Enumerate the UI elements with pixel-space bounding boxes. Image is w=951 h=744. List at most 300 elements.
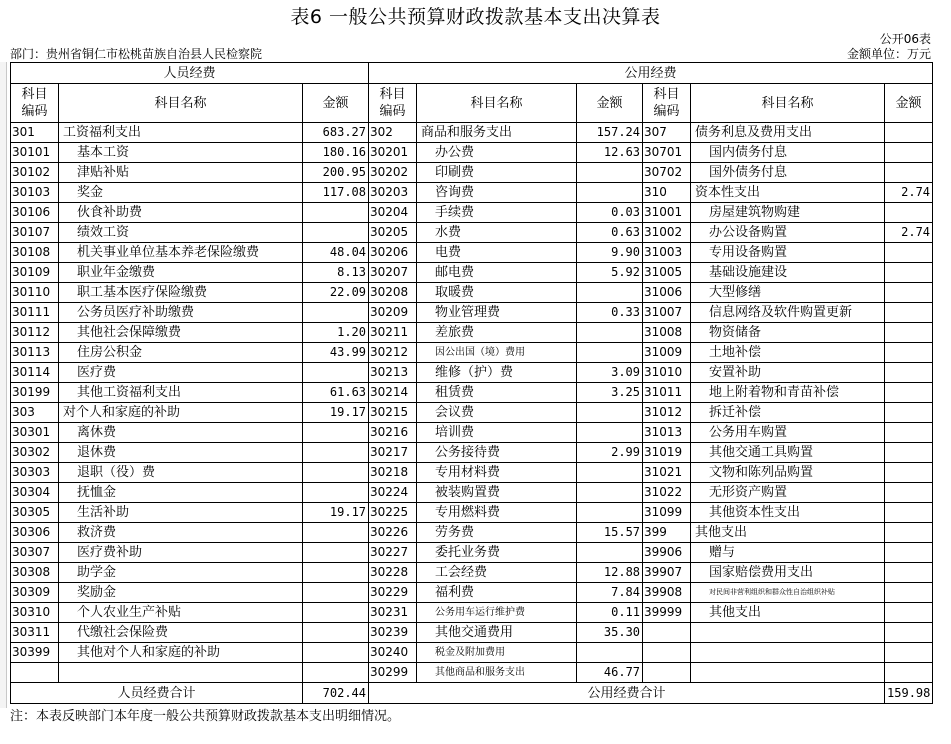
subject-name-cell: 福利费 bbox=[417, 583, 577, 603]
amount-cell bbox=[303, 223, 369, 243]
subject-name-cell: 住房公积金 bbox=[59, 343, 303, 363]
amount-cell bbox=[303, 623, 369, 643]
subject-code-cell: 30306 bbox=[11, 523, 59, 543]
subject-code-cell: 30304 bbox=[11, 483, 59, 503]
subject-code-cell: 30109 bbox=[11, 263, 59, 283]
amount-cell bbox=[885, 523, 933, 543]
table-row bbox=[11, 483, 933, 503]
subject-name-cell: 职业年金缴费 bbox=[59, 263, 303, 283]
col-header-code-text: 科目 编码 bbox=[653, 87, 680, 119]
amount-cell bbox=[885, 483, 933, 503]
subject-name-cell: 专用燃料费 bbox=[417, 503, 577, 523]
column-header-row bbox=[11, 84, 933, 123]
subject-name-cell: 代缴社会保险费 bbox=[59, 623, 303, 643]
amount-cell bbox=[885, 143, 933, 163]
table-row bbox=[11, 623, 933, 643]
amount-cell bbox=[885, 443, 933, 463]
amount-cell bbox=[885, 383, 933, 403]
col-header-code-text: 科目 编码 bbox=[379, 87, 406, 119]
subject-code-cell: 30310 bbox=[11, 603, 59, 623]
table-row bbox=[11, 263, 933, 283]
subject-code-cell: 30106 bbox=[11, 203, 59, 223]
subject-code-cell: 30224 bbox=[369, 483, 417, 503]
subject-name-cell: 公务用车运行维护费 bbox=[417, 603, 577, 623]
amount-cell: 117.08 bbox=[303, 183, 369, 203]
subject-name-cell: 税金及附加费用 bbox=[417, 643, 577, 663]
subject-code-cell: 30102 bbox=[11, 163, 59, 183]
amount-cell: 200.95 bbox=[303, 163, 369, 183]
amount-cell bbox=[303, 663, 369, 683]
subject-name-cell: 奖金 bbox=[59, 183, 303, 203]
subject-code-cell: 31010 bbox=[643, 363, 691, 383]
subject-code-cell: 30309 bbox=[11, 583, 59, 603]
subject-code-cell: 30301 bbox=[11, 423, 59, 443]
table-row bbox=[11, 643, 933, 663]
amount-cell: 12.63 bbox=[577, 143, 643, 163]
table-row bbox=[11, 303, 933, 323]
amount-cell bbox=[885, 403, 933, 423]
amount-cell: 9.90 bbox=[577, 243, 643, 263]
table-row bbox=[11, 443, 933, 463]
subject-name-cell: 物资储备 bbox=[691, 323, 885, 343]
subject-code-cell: 31019 bbox=[643, 443, 691, 463]
amount-cell bbox=[303, 443, 369, 463]
subject-name-cell: 医疗费 bbox=[59, 363, 303, 383]
amount-cell bbox=[303, 583, 369, 603]
amount-cell: 46.77 bbox=[577, 663, 643, 683]
table-row bbox=[11, 603, 933, 623]
subject-name-cell: 租赁费 bbox=[417, 383, 577, 403]
subject-name-cell: 生活补助 bbox=[59, 503, 303, 523]
subject-name-cell: 专用设备购置 bbox=[691, 243, 885, 263]
subject-name-cell: 因公出国（境）费用 bbox=[417, 343, 577, 363]
public-total-label: 公用经费合计 bbox=[369, 683, 885, 704]
table-row bbox=[11, 243, 933, 263]
amount-cell bbox=[577, 483, 643, 503]
subject-code-cell: 30702 bbox=[643, 163, 691, 183]
subject-code-cell: 31012 bbox=[643, 403, 691, 423]
col-header-name: 科目名称 bbox=[417, 84, 577, 123]
subject-name-cell: 助学金 bbox=[59, 563, 303, 583]
amount-cell bbox=[885, 363, 933, 383]
subject-code-cell: 31007 bbox=[643, 303, 691, 323]
subject-code-cell: 30213 bbox=[369, 363, 417, 383]
amount-cell: 3.09 bbox=[577, 363, 643, 383]
subject-name-cell: 国内债务付息 bbox=[691, 143, 885, 163]
amount-cell: 2.74 bbox=[885, 223, 933, 243]
subject-name-cell: 国家赔偿费用支出 bbox=[691, 563, 885, 583]
subject-code-cell: 30305 bbox=[11, 503, 59, 523]
amount-cell bbox=[303, 463, 369, 483]
subject-name-cell: 被装购置费 bbox=[417, 483, 577, 503]
subject-code-cell: 30399 bbox=[11, 643, 59, 663]
report-title: 表6 一般公共预算财政拨款基本支出决算表 bbox=[290, 6, 661, 28]
subject-name-cell: 国外债务付息 bbox=[691, 163, 885, 183]
subject-name-cell: 其他对个人和家庭的补助 bbox=[59, 643, 303, 663]
subject-code-cell: 30308 bbox=[11, 563, 59, 583]
subject-code-cell: 30110 bbox=[11, 283, 59, 303]
subject-name-cell: 土地补偿 bbox=[691, 343, 885, 363]
amount-cell: 48.04 bbox=[303, 243, 369, 263]
subject-name-cell: 对民间非营利组织和群众性自治组织补贴 bbox=[691, 583, 885, 603]
subject-code-cell bbox=[643, 643, 691, 663]
subject-name-cell: 债务利息及费用支出 bbox=[691, 123, 885, 143]
subject-code-cell: 30199 bbox=[11, 383, 59, 403]
subject-code-cell: 30239 bbox=[369, 623, 417, 643]
subject-code-cell: 31022 bbox=[643, 483, 691, 503]
subject-name-cell: 其他支出 bbox=[691, 603, 885, 623]
table-row bbox=[11, 583, 933, 603]
subject-code-cell: 30113 bbox=[11, 343, 59, 363]
amount-cell bbox=[577, 403, 643, 423]
subject-name-cell: 房屋建筑物购建 bbox=[691, 203, 885, 223]
col-header-code-text: 科目 编码 bbox=[21, 87, 48, 119]
amount-cell bbox=[303, 423, 369, 443]
amount-cell: 8.13 bbox=[303, 263, 369, 283]
subject-code-cell: 30212 bbox=[369, 343, 417, 363]
personnel-section-header: 人员经费 bbox=[11, 63, 369, 84]
amount-cell: 2.99 bbox=[577, 443, 643, 463]
subject-code-cell: 30107 bbox=[11, 223, 59, 243]
subject-name-cell: 其他支出 bbox=[691, 523, 885, 543]
subject-name-cell: 办公设备购置 bbox=[691, 223, 885, 243]
unit-label: 金额单位：万元 bbox=[846, 47, 931, 61]
col-header-amount: 金额 bbox=[577, 84, 643, 123]
subject-code-cell bbox=[643, 663, 691, 683]
subject-name-cell: 赠与 bbox=[691, 543, 885, 563]
amount-cell bbox=[303, 603, 369, 623]
subject-name-cell: 安置补助 bbox=[691, 363, 885, 383]
amount-cell: 19.17 bbox=[303, 403, 369, 423]
subject-code-cell: 30299 bbox=[369, 663, 417, 683]
subject-code-cell: 30240 bbox=[369, 643, 417, 663]
subject-code-cell: 30218 bbox=[369, 463, 417, 483]
amount-cell: 0.63 bbox=[577, 223, 643, 243]
subject-code-cell: 30226 bbox=[369, 523, 417, 543]
amount-cell bbox=[577, 643, 643, 663]
subject-name-cell: 奖励金 bbox=[59, 583, 303, 603]
table-row bbox=[11, 523, 933, 543]
subject-name-cell: 其他交通费用 bbox=[417, 623, 577, 643]
amount-cell bbox=[885, 203, 933, 223]
amount-cell bbox=[885, 503, 933, 523]
subject-name-cell: 拆迁补偿 bbox=[691, 403, 885, 423]
amount-cell: 2.74 bbox=[885, 183, 933, 203]
amount-cell: 15.57 bbox=[577, 523, 643, 543]
subject-name-cell: 印刷费 bbox=[417, 163, 577, 183]
amount-cell bbox=[885, 663, 933, 683]
subject-name-cell: 咨询费 bbox=[417, 183, 577, 203]
expenditure-table bbox=[10, 62, 933, 704]
amount-cell bbox=[577, 163, 643, 183]
public-total-amount: 159.98 bbox=[885, 683, 933, 704]
subject-code-cell: 30311 bbox=[11, 623, 59, 643]
subject-name-cell bbox=[59, 663, 303, 683]
col-header-amount: 金额 bbox=[303, 84, 369, 123]
amount-cell bbox=[577, 283, 643, 303]
amount-cell bbox=[885, 163, 933, 183]
amount-cell bbox=[885, 423, 933, 443]
subject-code-cell: 30211 bbox=[369, 323, 417, 343]
subject-name-cell: 取暖费 bbox=[417, 283, 577, 303]
table-row bbox=[11, 563, 933, 583]
subject-name-cell: 机关事业单位基本养老保险缴费 bbox=[59, 243, 303, 263]
subject-name-cell: 委托业务费 bbox=[417, 543, 577, 563]
subject-name-cell: 维修（护）费 bbox=[417, 363, 577, 383]
subject-name-cell: 基本工资 bbox=[59, 143, 303, 163]
table-row bbox=[11, 503, 933, 523]
amount-cell: 0.03 bbox=[577, 203, 643, 223]
subject-name-cell: 专用材料费 bbox=[417, 463, 577, 483]
table-row bbox=[11, 463, 933, 483]
subject-code-cell: 31009 bbox=[643, 343, 691, 363]
subject-name-cell: 医疗费补助 bbox=[59, 543, 303, 563]
table-row bbox=[11, 403, 933, 423]
amount-cell bbox=[577, 463, 643, 483]
personnel-total-amount: 702.44 bbox=[303, 683, 369, 704]
subject-name-cell: 抚恤金 bbox=[59, 483, 303, 503]
table-row bbox=[11, 423, 933, 443]
subject-code-cell: 39907 bbox=[643, 563, 691, 583]
subject-code-cell: 307 bbox=[643, 123, 691, 143]
subject-name-cell: 文物和陈列品购置 bbox=[691, 463, 885, 483]
table-row bbox=[11, 223, 933, 243]
amount-cell: 157.24 bbox=[577, 123, 643, 143]
amount-cell: 7.84 bbox=[577, 583, 643, 603]
table-row bbox=[11, 383, 933, 403]
amount-cell bbox=[885, 343, 933, 363]
subject-name-cell: 办公费 bbox=[417, 143, 577, 163]
amount-cell bbox=[885, 583, 933, 603]
subject-name-cell: 培训费 bbox=[417, 423, 577, 443]
subject-name-cell: 绩效工资 bbox=[59, 223, 303, 243]
subject-code-cell: 30216 bbox=[369, 423, 417, 443]
amount-cell bbox=[885, 543, 933, 563]
amount-cell bbox=[303, 363, 369, 383]
table-row bbox=[11, 123, 933, 143]
subject-name-cell: 退休费 bbox=[59, 443, 303, 463]
subject-code-cell: 30225 bbox=[369, 503, 417, 523]
subject-code-cell: 30203 bbox=[369, 183, 417, 203]
amount-cell: 180.16 bbox=[303, 143, 369, 163]
amount-cell: 35.30 bbox=[577, 623, 643, 643]
subject-code-cell: 399 bbox=[643, 523, 691, 543]
subject-code-cell: 31006 bbox=[643, 283, 691, 303]
subject-code-cell: 30101 bbox=[11, 143, 59, 163]
subject-name-cell: 地上附着物和青苗补偿 bbox=[691, 383, 885, 403]
subject-code-cell: 31003 bbox=[643, 243, 691, 263]
amount-cell bbox=[303, 483, 369, 503]
section-header-row bbox=[11, 63, 933, 84]
subject-code-cell: 301 bbox=[11, 123, 59, 143]
col-header-code bbox=[369, 84, 417, 123]
amount-cell bbox=[885, 323, 933, 343]
subject-code-cell: 31005 bbox=[643, 263, 691, 283]
subject-code-cell: 39906 bbox=[643, 543, 691, 563]
subject-code-cell: 31002 bbox=[643, 223, 691, 243]
subject-name-cell: 基础设施建设 bbox=[691, 263, 885, 283]
totals-row bbox=[11, 683, 933, 704]
subject-code-cell bbox=[643, 623, 691, 643]
amount-cell: 0.33 bbox=[577, 303, 643, 323]
table-row bbox=[11, 343, 933, 363]
amount-cell bbox=[885, 643, 933, 663]
amount-cell bbox=[577, 423, 643, 443]
subject-name-cell: 公务用车购置 bbox=[691, 423, 885, 443]
subject-name-cell: 物业管理费 bbox=[417, 303, 577, 323]
subject-name-cell: 信息网络及软件购置更新 bbox=[691, 303, 885, 323]
table-row bbox=[11, 323, 933, 343]
subject-code-cell: 30201 bbox=[369, 143, 417, 163]
subject-code-cell: 30205 bbox=[369, 223, 417, 243]
amount-cell bbox=[303, 643, 369, 663]
amount-cell bbox=[885, 303, 933, 323]
amount-cell bbox=[885, 263, 933, 283]
subject-code-cell: 30307 bbox=[11, 543, 59, 563]
col-header-code bbox=[643, 84, 691, 123]
amount-cell bbox=[885, 243, 933, 263]
subject-name-cell: 劳务费 bbox=[417, 523, 577, 543]
subject-code-cell bbox=[11, 663, 59, 683]
subject-name-cell: 水费 bbox=[417, 223, 577, 243]
amount-cell bbox=[303, 563, 369, 583]
subject-code-cell: 30103 bbox=[11, 183, 59, 203]
col-header-code bbox=[11, 84, 59, 123]
subject-name-cell: 其他社会保障缴费 bbox=[59, 323, 303, 343]
subject-name-cell: 其他工资福利支出 bbox=[59, 383, 303, 403]
subject-name-cell: 工会经费 bbox=[417, 563, 577, 583]
amount-cell: 1.20 bbox=[303, 323, 369, 343]
amount-cell bbox=[885, 623, 933, 643]
personnel-total-label: 人员经费合计 bbox=[11, 683, 303, 704]
subject-code-cell: 30112 bbox=[11, 323, 59, 343]
subject-code-cell: 30204 bbox=[369, 203, 417, 223]
amount-cell: 683.27 bbox=[303, 123, 369, 143]
subject-name-cell: 津贴补贴 bbox=[59, 163, 303, 183]
subject-name-cell: 对个人和家庭的补助 bbox=[59, 403, 303, 423]
amount-cell bbox=[577, 343, 643, 363]
subject-code-cell: 30202 bbox=[369, 163, 417, 183]
amount-cell bbox=[885, 603, 933, 623]
subject-name-cell bbox=[691, 643, 885, 663]
subject-name-cell: 其他交通工具购置 bbox=[691, 443, 885, 463]
amount-cell bbox=[885, 283, 933, 303]
amount-cell: 22.09 bbox=[303, 283, 369, 303]
col-header-name: 科目名称 bbox=[691, 84, 885, 123]
amount-cell bbox=[303, 203, 369, 223]
col-header-name: 科目名称 bbox=[59, 84, 303, 123]
subject-name-cell: 其他商品和服务支出 bbox=[417, 663, 577, 683]
footnote: 注：本表反映部门本年度一般公共预算财政拨款基本支出明细情况。 bbox=[10, 709, 401, 724]
table-row bbox=[11, 143, 933, 163]
amount-cell bbox=[885, 463, 933, 483]
amount-cell: 19.17 bbox=[303, 503, 369, 523]
subject-code-cell: 31021 bbox=[643, 463, 691, 483]
subject-name-cell: 电费 bbox=[417, 243, 577, 263]
amount-cell: 61.63 bbox=[303, 383, 369, 403]
subject-code-cell: 30108 bbox=[11, 243, 59, 263]
subject-name-cell: 伙食补助费 bbox=[59, 203, 303, 223]
amount-cell bbox=[577, 183, 643, 203]
subject-code-cell: 30208 bbox=[369, 283, 417, 303]
subject-code-cell: 30214 bbox=[369, 383, 417, 403]
table-row bbox=[11, 363, 933, 383]
table-row bbox=[11, 183, 933, 203]
subject-name-cell: 邮电费 bbox=[417, 263, 577, 283]
table-row bbox=[11, 163, 933, 183]
subject-name-cell: 救济费 bbox=[59, 523, 303, 543]
subject-code-cell: 39999 bbox=[643, 603, 691, 623]
subject-code-cell: 30114 bbox=[11, 363, 59, 383]
amount-cell bbox=[303, 303, 369, 323]
amount-cell bbox=[577, 503, 643, 523]
subject-code-cell: 30209 bbox=[369, 303, 417, 323]
table-row bbox=[11, 543, 933, 563]
table-row bbox=[11, 283, 933, 303]
subject-code-cell: 310 bbox=[643, 183, 691, 203]
subject-code-cell: 31099 bbox=[643, 503, 691, 523]
table-row bbox=[11, 203, 933, 223]
amount-cell: 43.99 bbox=[303, 343, 369, 363]
public-section-header: 公用经费 bbox=[369, 63, 933, 84]
subject-name-cell: 工资福利支出 bbox=[59, 123, 303, 143]
subject-code-cell: 31008 bbox=[643, 323, 691, 343]
form-code: 公开06表 bbox=[879, 32, 931, 46]
subject-name-cell: 离休费 bbox=[59, 423, 303, 443]
subject-name-cell bbox=[691, 623, 885, 643]
subject-code-cell: 31001 bbox=[643, 203, 691, 223]
subject-name-cell: 公务接待费 bbox=[417, 443, 577, 463]
subject-name-cell: 会议费 bbox=[417, 403, 577, 423]
amount-cell: 12.88 bbox=[577, 563, 643, 583]
subject-code-cell: 31013 bbox=[643, 423, 691, 443]
subject-name-cell: 无形资产购置 bbox=[691, 483, 885, 503]
amount-cell bbox=[303, 523, 369, 543]
amount-cell bbox=[577, 323, 643, 343]
amount-cell bbox=[885, 563, 933, 583]
subject-name-cell: 职工基本医疗保险缴费 bbox=[59, 283, 303, 303]
amount-cell: 0.11 bbox=[577, 603, 643, 623]
subject-code-cell: 31011 bbox=[643, 383, 691, 403]
subject-code-cell: 30231 bbox=[369, 603, 417, 623]
subject-name-cell: 其他资本性支出 bbox=[691, 503, 885, 523]
subject-name-cell: 手续费 bbox=[417, 203, 577, 223]
subject-code-cell: 30111 bbox=[11, 303, 59, 323]
row-header-strip bbox=[0, 62, 7, 708]
subject-code-cell: 30302 bbox=[11, 443, 59, 463]
amount-cell bbox=[303, 543, 369, 563]
subject-name-cell: 差旅费 bbox=[417, 323, 577, 343]
subject-code-cell: 30215 bbox=[369, 403, 417, 423]
department-label: 部门：贵州省铜仁市松桃苗族自治县人民检察院 bbox=[10, 47, 263, 61]
amount-cell: 3.25 bbox=[577, 383, 643, 403]
subject-code-cell: 302 bbox=[369, 123, 417, 143]
col-header-amount: 金额 bbox=[885, 84, 933, 123]
subject-code-cell: 303 bbox=[11, 403, 59, 423]
subject-code-cell: 30228 bbox=[369, 563, 417, 583]
subject-name-cell: 公务员医疗补助缴费 bbox=[59, 303, 303, 323]
subject-name-cell: 资本性支出 bbox=[691, 183, 885, 203]
subject-name-cell: 退职（役）费 bbox=[59, 463, 303, 483]
subject-code-cell: 39908 bbox=[643, 583, 691, 603]
amount-cell: 5.92 bbox=[577, 263, 643, 283]
subject-code-cell: 30207 bbox=[369, 263, 417, 283]
subject-code-cell: 30701 bbox=[643, 143, 691, 163]
subject-name-cell bbox=[691, 663, 885, 683]
amount-cell bbox=[577, 543, 643, 563]
subject-code-cell: 30217 bbox=[369, 443, 417, 463]
table-row bbox=[11, 663, 933, 683]
